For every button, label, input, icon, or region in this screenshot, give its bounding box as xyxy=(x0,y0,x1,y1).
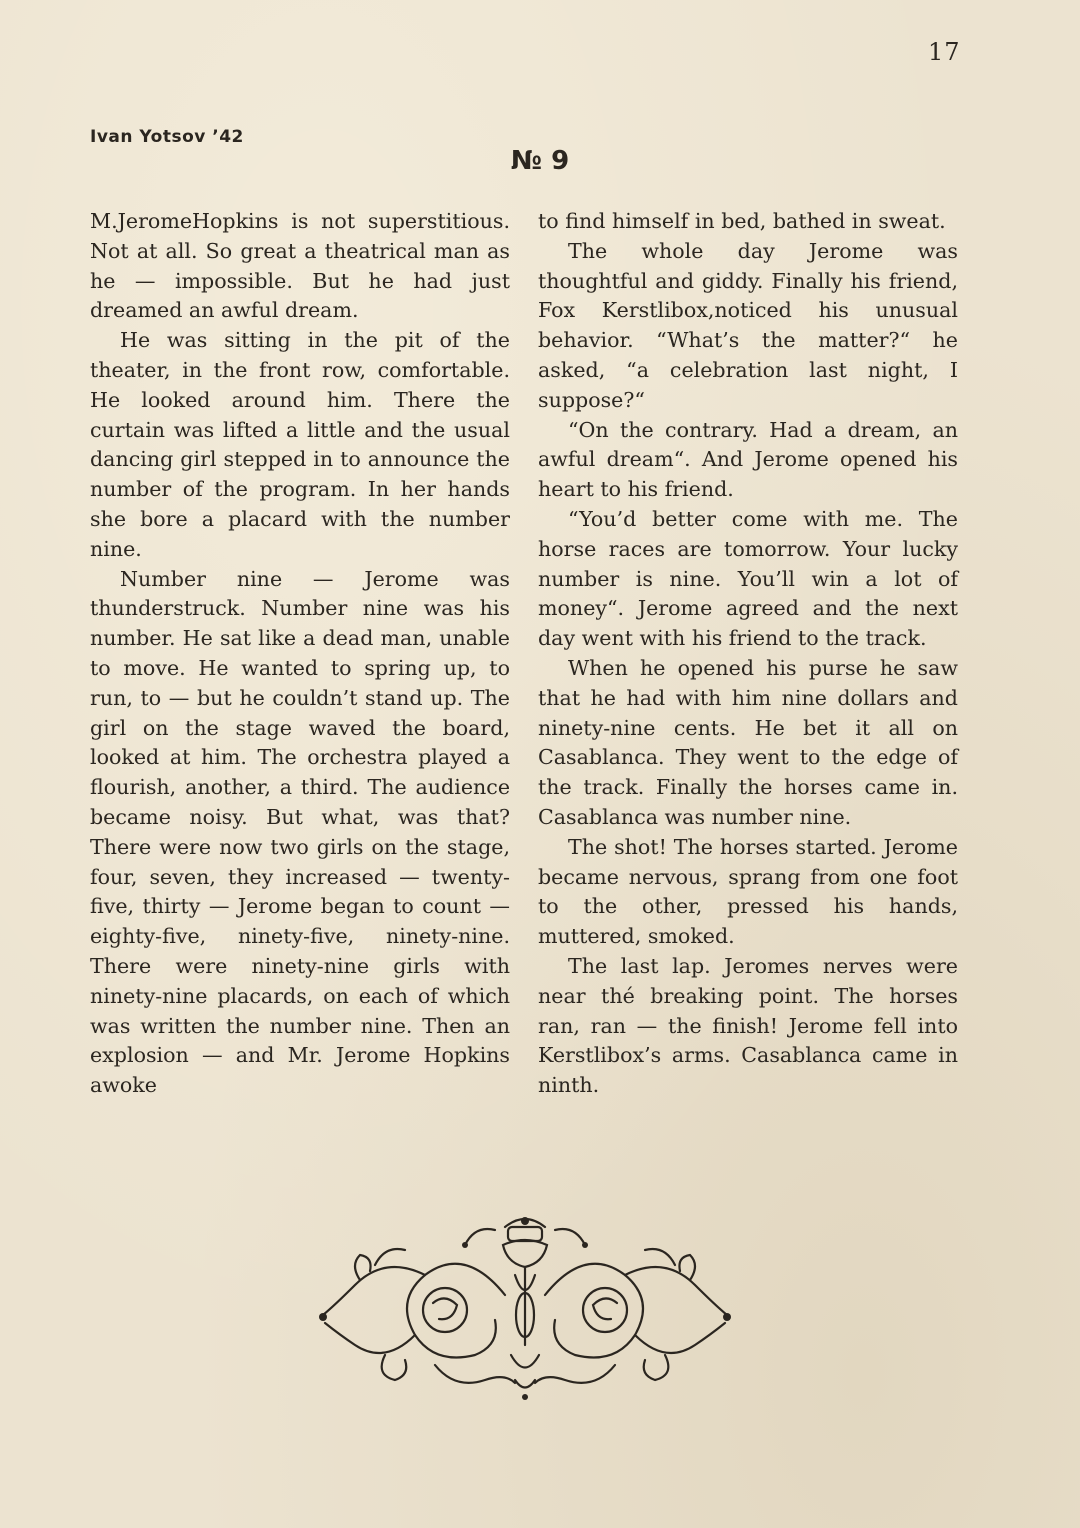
paragraph: He was sitting in the pit of the theater, in the front row, comfortable. He looked around him. There the curtain was lifted a little and the usual dancing girl stepped in to announce the number of the program. In her hands she bore a placard with the number nine. xyxy=(90,328,510,561)
paragraph: Number nine — Jerome was thunderstruck. Number nine was his number. He sat like a dead man, unable to move. He wanted to spring up, to run, to — but he couldn’t stand up. The girl on the stage waved the board, looked at him. The orchestra played a flourish, another, a third. The audience became noisy. But what, was that? There were now two girls on the stage, four, seven, they increased — twenty-five, thirty — Jerome began to count — eighty-five, ninety-five, ninety-nine. There were ninety-nine girls with ninety-nine placards, on each of which was written the number nine. Then an explosion — and Mr. Jerome Hopkins awoke xyxy=(90,566,510,1098)
page-number: 17 xyxy=(928,38,961,66)
paragraph: to find himself in bed, bathed in sweat. xyxy=(538,209,946,233)
paragraph: The shot! The horses started. Jerome became nervous, sprang from one foot to the other, pressed his hands, muttered, smoked. xyxy=(538,834,958,949)
paragraph: M.JeromeHopkins is not superstitious. Not at all. So great a theatrical man as he — impossible. But he had just dreamed an awful dream. xyxy=(90,209,510,323)
left-column xyxy=(90,207,510,1101)
decorative-ornament-icon xyxy=(315,1205,735,1405)
paragraph: The whole day Jerome was thoughtful and giddy. Finally his friend, Fox Kerstlibox,noticed his unusual behavior. “What’s the matter?“ he asked, “a celebration last night, I suppose?“ xyxy=(538,238,958,412)
paragraph: When he opened his purse he saw that he had with him nine dollars and ninety-nine cents. He bet it all on Casablanca. They went to the edge of the track. Finally the horses came in. Casablanca was number nine. xyxy=(538,655,958,829)
paragraph: The last lap. Jeromes nerves were near thé breaking point. The horses ran, ran — the finish! Jerome fell into Kerstlibox’s arms. Casablanca came in ninth. xyxy=(538,953,958,1098)
story-title: № 9 xyxy=(510,146,570,176)
author-byline: Ivan Yotsov ’42 xyxy=(90,127,244,147)
right-column xyxy=(538,207,958,1101)
paragraph: “You’d better come with me. The horse races are tomorrow. Your lucky number is nine. You’ll win a lot of money“. Jerome agreed and the next day went with his friend to the track. xyxy=(538,506,958,651)
paragraph: “On the contrary. Had a dream, an awful dream“. And Jerome opened his heart to his friend. xyxy=(538,417,958,502)
